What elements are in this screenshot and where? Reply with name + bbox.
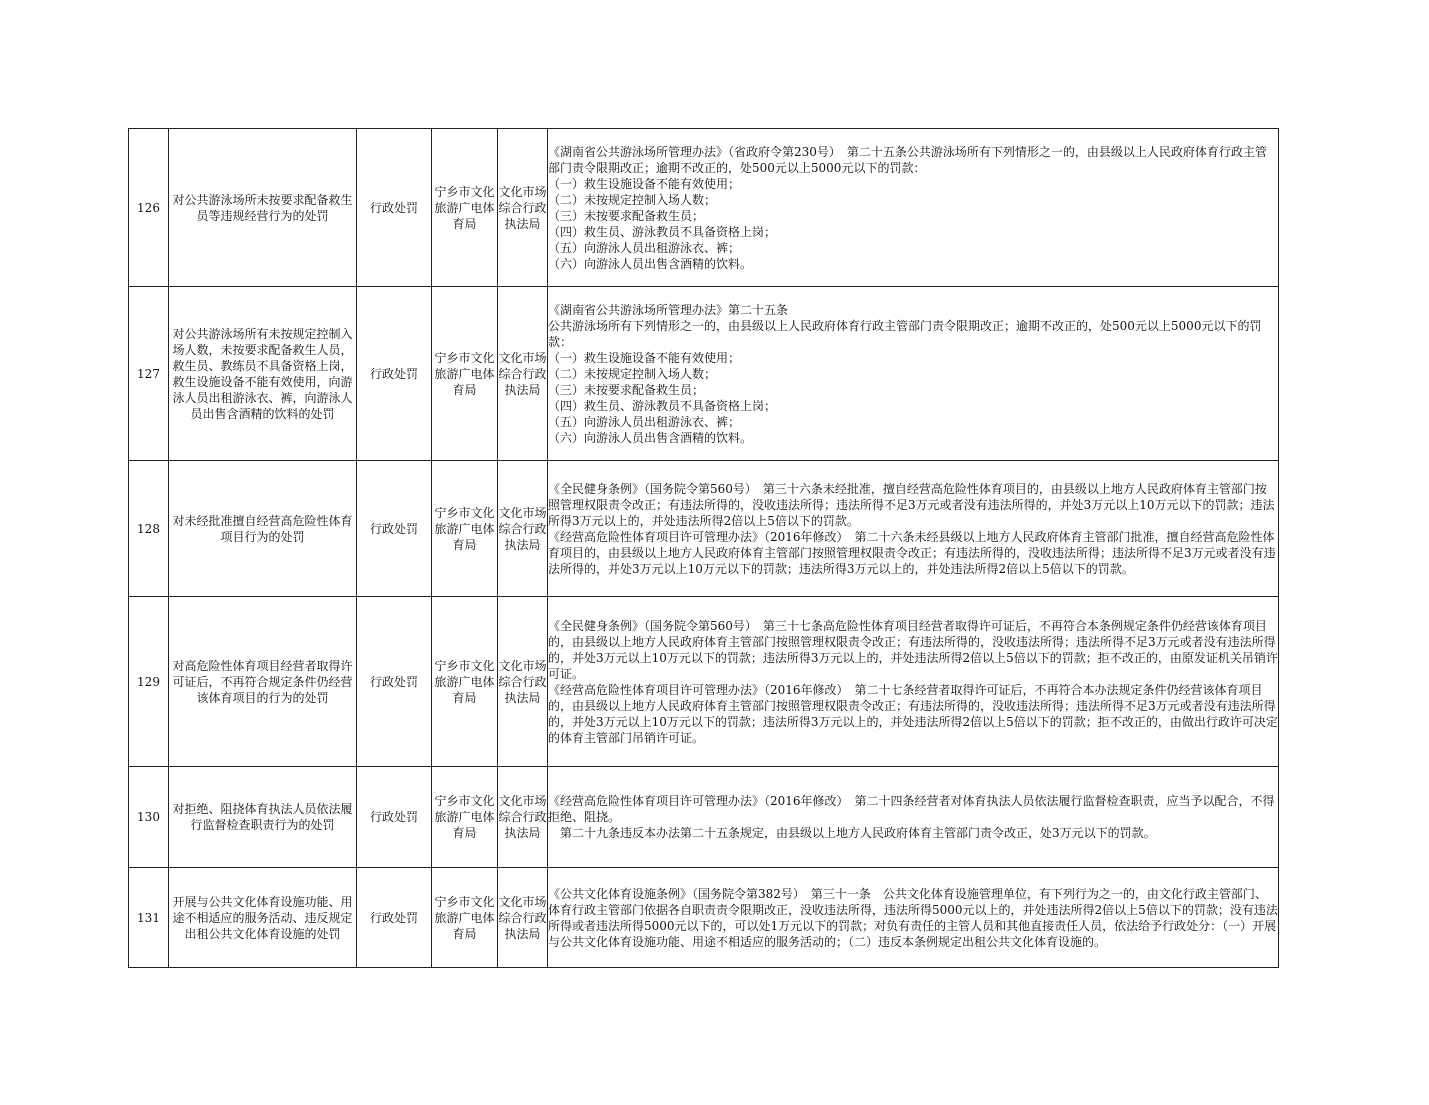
item-type: 行政处罚 [357,287,432,461]
item-name: 对高危险性体育项目经营者取得许可证后，不再符合规定条件仍经营该体育项目的行为的处罚 [169,597,357,767]
item-number: 126 [129,129,169,287]
item-executing-agency: 文化市场综合行政执法局 [498,287,548,461]
item-number: 129 [129,597,169,767]
item-department: 宁乡市文化旅游广电体育局 [432,287,498,461]
legal-basis-line: （五）向游泳人员出租游泳衣、裤； [548,414,741,429]
item-name: 对未经批准擅自经营高危险性体育项目行为的处罚 [169,461,357,597]
item-number: 128 [129,461,169,597]
item-name: 开展与公共文化体育设施功能、用途不相适应的服务活动、违反规定出租公共文化体育设施的处罚 [169,868,357,968]
legal-basis-line: （一）救生设施设备不能有效使用； [548,350,741,365]
item-type: 行政处罚 [357,868,432,968]
legal-basis-line: （三）未按要求配备救生员； [548,208,705,223]
item-department: 宁乡市文化旅游广电体育局 [432,461,498,597]
item-legal-basis [548,461,1279,597]
item-number: 131 [129,868,169,968]
item-department: 宁乡市文化旅游广电体育局 [432,597,498,767]
item-executing-agency: 文化市场综合行政执法局 [498,597,548,767]
enforcement-items-table [128,128,1279,968]
item-number: 130 [129,767,169,868]
legal-basis-line: 《全民健身条例》（国务院令第560号） 第三十七条高危险性体育项目经营者取得许可证后，不再符合本条例规定条件仍经营该体育项目的，由县级以上地方人民政府体育主管部门按照管理权限责令改正；有违法所得的，没收违法所得；违法所得不足3万元或者没有违法所得的，并处3万元以上10万元以下的罚款；违法所得3万元以上的，并处违法所得2倍以上5倍以下的罚款；拒不改正的，由原发证机关吊销许可证。 [548,618,1278,681]
legal-basis-line: 公共游泳场所有下列情形之一的，由县级以上人民政府体育行政主管部门责令限期改正；逾期不改正的，处500元以上5000元以下的罚款： [548,318,1262,349]
legal-basis-line: （四）救生员、游泳教员不具备资格上岗； [548,224,777,239]
item-executing-agency: 文化市场综合行政执法局 [498,129,548,287]
table-row [129,597,1279,767]
item-legal-basis [548,597,1279,767]
item-department: 宁乡市文化旅游广电体育局 [432,868,498,968]
legal-basis-line: 《全民健身条例》（国务院令第560号） 第三十六条未经批准，擅自经营高危险性体育项目的，由县级以上地方人民政府体育主管部门按照管理权限责令改正；有违法所得的，没收违法所得；违法所得不足3万元或者没有违法所得的，并处3万元以上10万元以下的罚款；违法所得3万元以上的，并处违法所得2倍以上5倍以下的罚款。 [548,481,1275,528]
item-legal-basis [548,868,1279,968]
item-legal-basis [548,767,1279,868]
item-type: 行政处罚 [357,597,432,767]
item-number: 127 [129,287,169,461]
table-row [129,461,1279,597]
item-type: 行政处罚 [357,129,432,287]
legal-basis-line: 《湖南省公共游泳场所管理办法》（省政府令第230号） 第二十五条公共游泳场所有下列情形之一的，由县级以上人民政府体育行政主管部门责令限期改正；逾期不改正的，处500元以上5000元以下的罚款： [548,144,1267,175]
table-row [129,129,1279,287]
item-legal-basis [548,129,1279,287]
legal-basis-line: （五）向游泳人员出租游泳衣、裤； [548,240,741,255]
legal-basis-line: 《经营高危险性体育项目许可管理办法》（2016年修改） 第二十六条未经县级以上地方人民政府体育主管部门批准，擅自经营高危险性体育项目的，由县级以上地方人民政府体育主管部门按照管理权限责令改正；有违法所得的，没收违法所得；违法所得不足3万元或者没有违法所得的，并处3万元以上10万元以下的罚款；违法所得3万元以上的，并处违法所得2倍以上5倍以下的罚款。 [548,529,1276,576]
item-department: 宁乡市文化旅游广电体育局 [432,129,498,287]
item-executing-agency: 文化市场综合行政执法局 [498,868,548,968]
item-name: 对公共游泳场所有未按规定控制入场人数，未按要求配备救生人员，救生员、教练员不具备资格上岗，救生设施设备不能有效使用，向游泳人员出租游泳衣、裤，向游泳人员出售含酒精的饮料的处罚 [169,287,357,461]
legal-basis-line: 《经营高危险性体育项目许可管理办法》（2016年修改） 第二十四条经营者对体育执法人员依法履行监督检查职责，应当予以配合，不得拒绝、阻挠。 [548,794,1275,824]
item-type: 行政处罚 [357,461,432,597]
legal-basis-line: （二）未按规定控制入场人数； [548,366,717,381]
item-type: 行政处罚 [357,767,432,868]
item-executing-agency: 文化市场综合行政执法局 [498,767,548,868]
legal-basis-line: （三）未按要求配备救生员； [548,382,705,397]
table-row [129,767,1279,868]
legal-basis-line: （六）向游泳人员出售含酒精的饮料。 [548,430,753,445]
table-row [129,868,1279,968]
item-executing-agency: 文化市场综合行政执法局 [498,461,548,597]
table-body [129,129,1279,968]
legal-basis-line: 《公共文化体育设施条例》（国务院令第382号） 第三十一条 公共文化体育设施管理单位，有下列行为之一的，由文化行政主管部门、体育行政主管部门依据各自职责责令限期改正，没收违法所得，违法所得5000元以上的，并处违法所得2倍以上5倍以下的罚款；没有违法所得或者违法所得5000元以下的，可以处1万元以下的罚款；对负有责任的主管人员和其他直接责任人员，依法给予行政处分：（一）开展与公共文化体育设施功能、用途不相适应的服务活动的；（二）违反本条例规定出租公共文化体育设施的。 [548,886,1278,949]
table-row [129,287,1279,461]
legal-basis-line: （六）向游泳人员出售含酒精的饮料。 [548,256,753,271]
legal-basis-line: 《湖南省公共游泳场所管理办法》第二十五条 [548,302,789,317]
legal-basis-line: 《经营高危险性体育项目许可管理办法》（2016年修改） 第二十七条经营者取得许可证后，不再符合本办法规定条件仍经营该体育项目的，由县级以上地方人民政府体育主管部门按照管理权限责令改正；有违法所得的，没收违法所得；违法所得不足3万元或者没有违法所得的，并处3万元以上10万元以下的罚款；违法所得3万元以上的，并处违法所得2倍以上5倍以下的罚款；拒不改正的，由做出行政许可决定的体育主管部门吊销许可证。 [548,682,1278,745]
item-legal-basis [548,287,1279,461]
legal-basis-line: （一）救生设施设备不能有效使用； [548,176,741,191]
item-name: 对拒绝、阻挠体育执法人员依法履行监督检查职责行为的处罚 [169,767,357,868]
legal-basis-line: （四）救生员、游泳教员不具备资格上岗； [548,398,777,413]
item-name: 对公共游泳场所未按要求配备救生员等违规经营行为的处罚 [169,129,357,287]
item-department: 宁乡市文化旅游广电体育局 [432,767,498,868]
legal-basis-line: 第二十九条违反本办法第二十五条规定，由县级以上地方人民政府体育主管部门责令改正，处3万元以下的罚款。 [548,826,1156,840]
legal-basis-line: （二）未按规定控制入场人数； [548,192,717,207]
